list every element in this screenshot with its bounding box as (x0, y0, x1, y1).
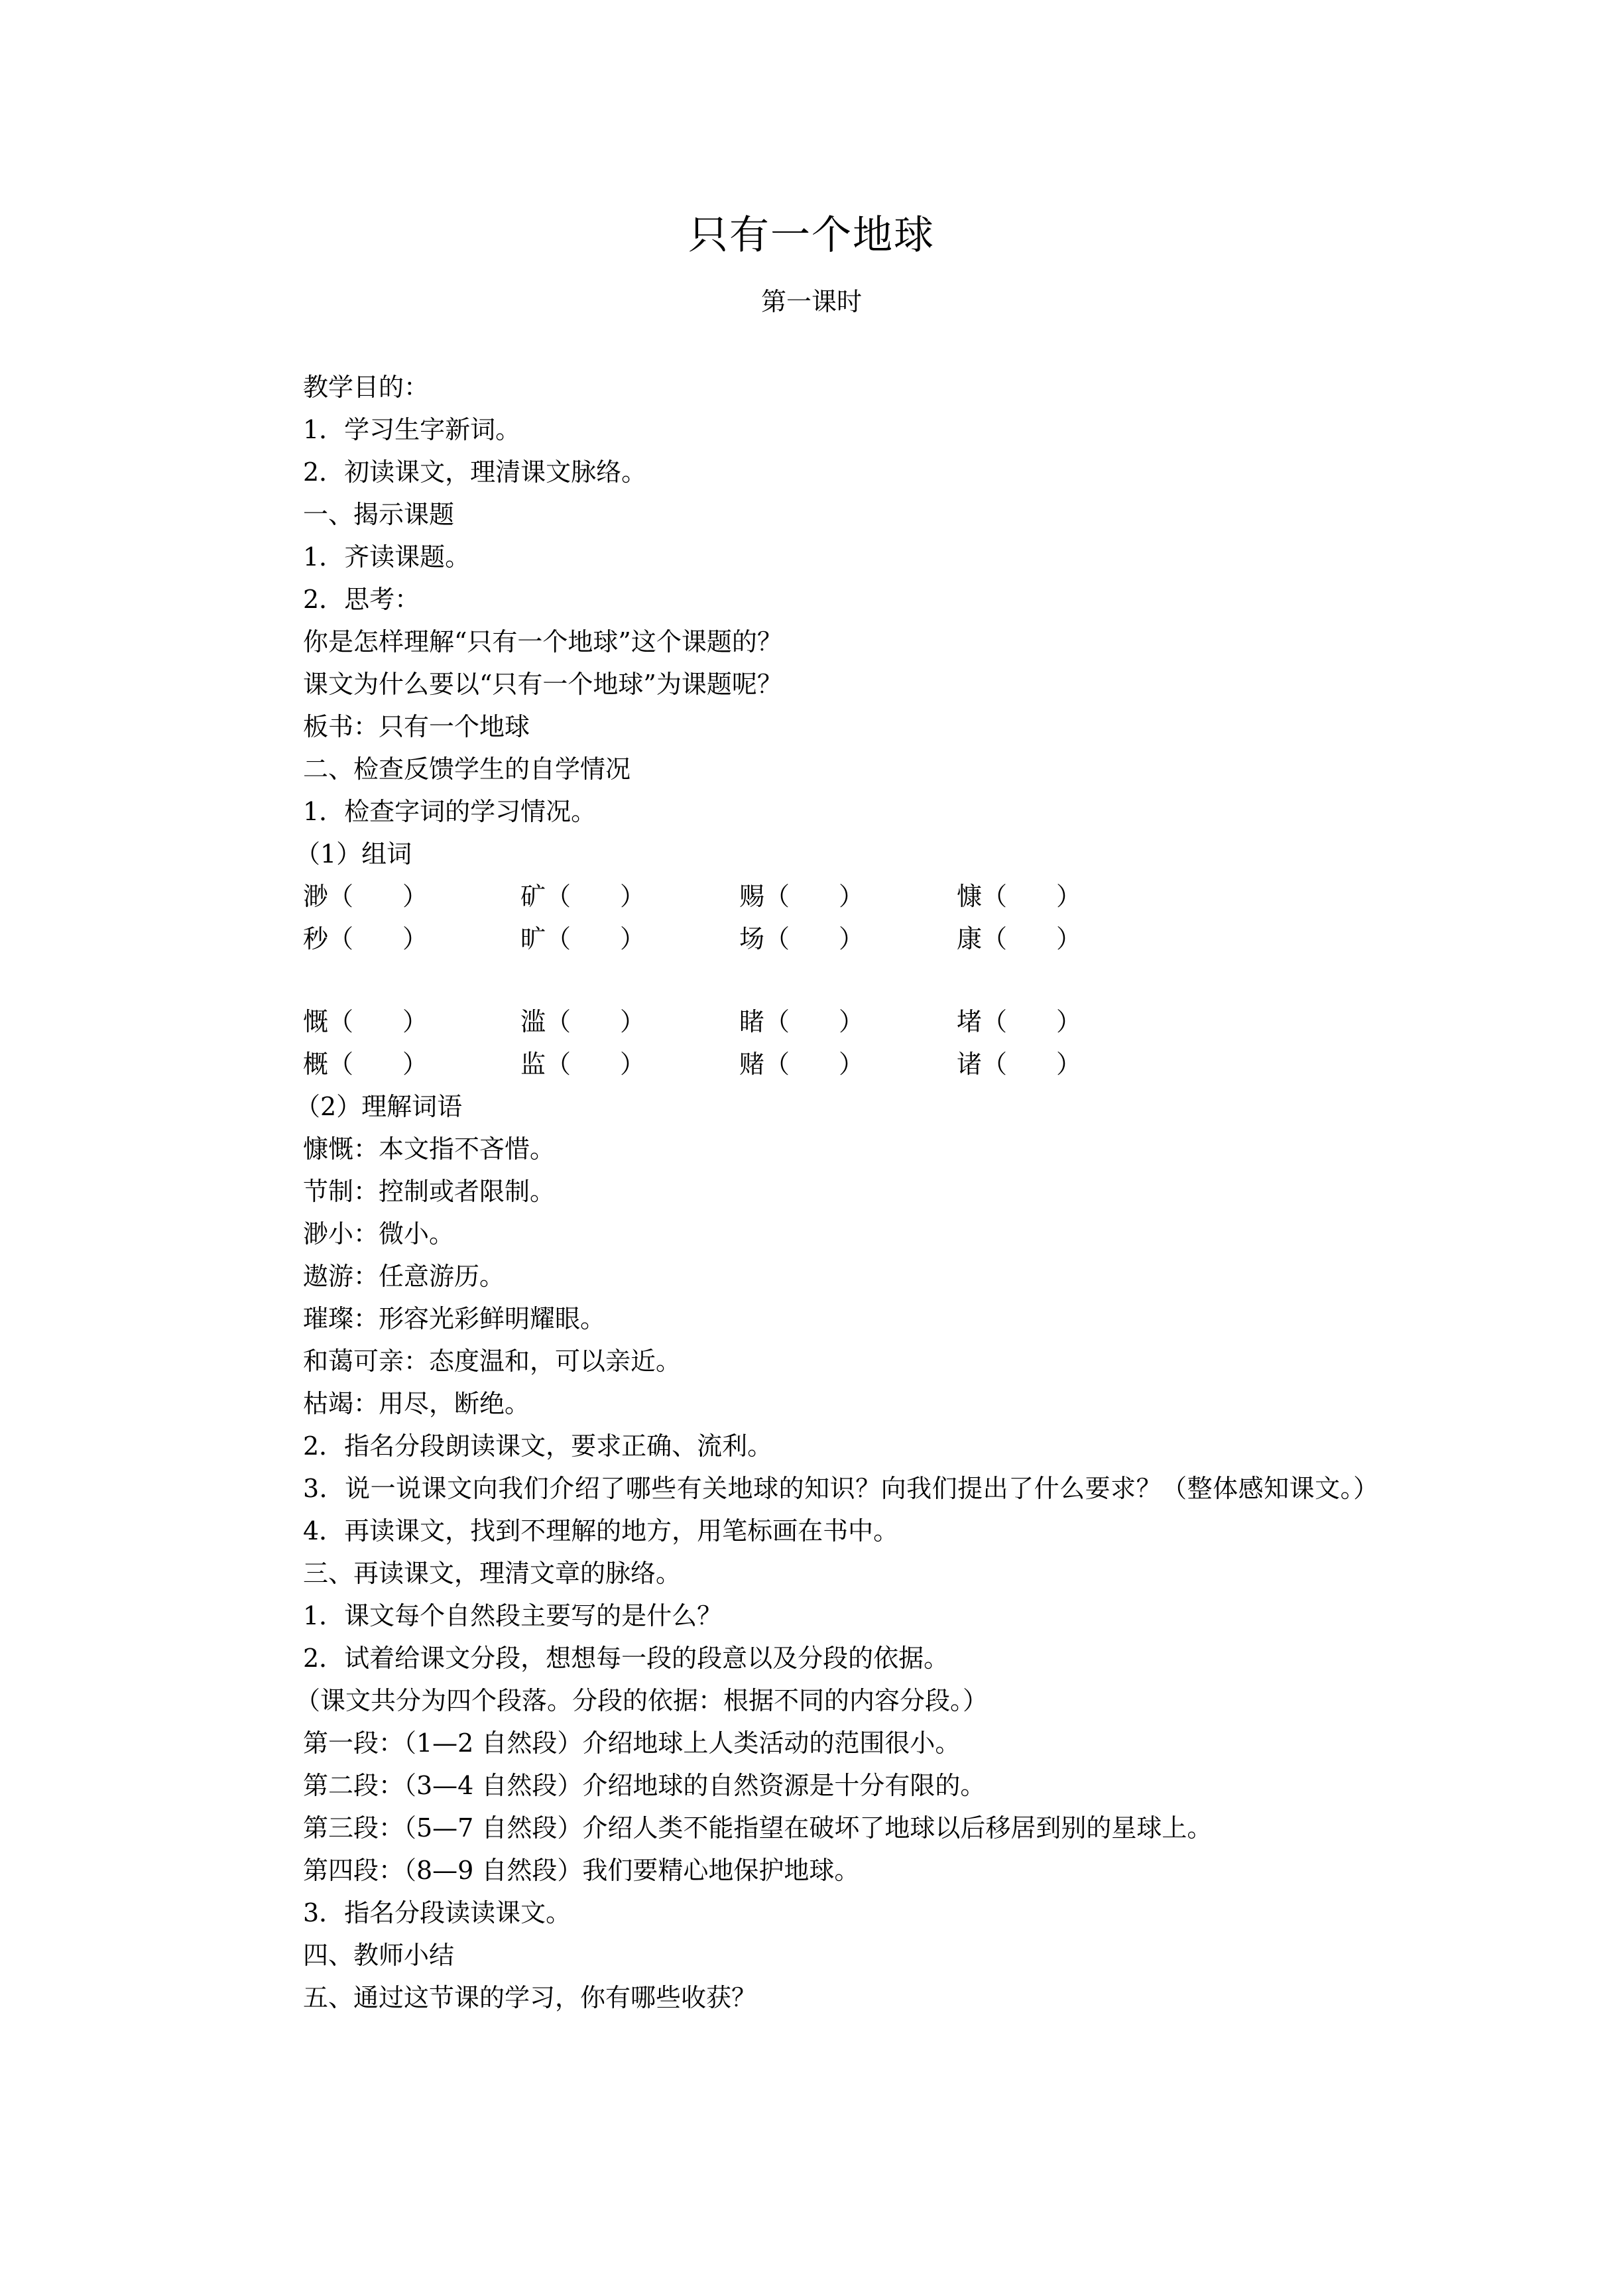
word-paren-close: ） (620, 882, 646, 911)
word-blank (957, 1043, 1081, 1085)
word-blank (739, 1043, 864, 1085)
word-paren-close: ） (620, 1050, 646, 1079)
word-paren-close: ） (1056, 882, 1082, 911)
word-blank (957, 875, 1081, 918)
section-heading: 四、教师小结 (303, 1941, 455, 1970)
word-group-2 (249, 1000, 1402, 1085)
word-row (249, 918, 1402, 960)
page-title: 只有一个地球 (688, 212, 935, 259)
word-char: 康（ (957, 924, 1008, 953)
word-paren-close: ） (402, 1050, 428, 1079)
section-line: 第二段：（3—4 自然段）介绍地球的自然资源是十分有限的。 (303, 1771, 986, 1800)
word-char: 场（ (739, 924, 790, 953)
word-char: 赌（ (739, 1050, 790, 1079)
word-char: 慷（ (957, 882, 1008, 911)
section-line: 3．指名分段读读课文。 (303, 1898, 571, 1927)
word-paren-close: ） (839, 882, 865, 911)
word-blank (303, 875, 428, 918)
word-char: 堵（ (957, 1007, 1008, 1036)
definition-line: 遨游：任意游历。 (303, 1262, 505, 1291)
word-paren-close: ） (402, 882, 428, 911)
word-blank (957, 918, 1081, 960)
section-line: 第三段：（5—7 自然段）介绍人类不能指望在破坏了地球以后移居到别的星球上。 (303, 1813, 1213, 1843)
section-line: 第一段：（1—2 自然段）介绍地球上人类活动的范围很小。 (303, 1728, 961, 1758)
word-char: 滥（ (520, 1007, 571, 1036)
word-paren-close: ） (1056, 1050, 1082, 1079)
section-line: 1．齐读课题。 (303, 542, 471, 572)
word-paren-close: ） (1056, 1007, 1082, 1036)
word-paren-close: ） (620, 924, 646, 953)
word-row (249, 875, 1402, 918)
word-char: 诸（ (957, 1050, 1008, 1079)
word-group-1 (249, 875, 1402, 960)
definition-line: 和蔼可亲：态度温和，可以亲近。 (303, 1347, 682, 1376)
section-line: 4．再读课文，找到不理解的地方，用笔标画在书中。 (303, 1516, 899, 1545)
word-blank (739, 918, 864, 960)
word-paren-close: ） (1056, 924, 1082, 953)
section-line: （课文共分为四个段落。分段的依据：根据不同的内容分段。） (295, 1686, 989, 1715)
word-paren-close: ） (839, 924, 865, 953)
word-blank (520, 1043, 645, 1085)
page-subtitle: 第一课时 (760, 287, 862, 316)
word-char: 慨（ (303, 1007, 354, 1036)
section-line: 板书：只有一个地球 (303, 712, 530, 741)
section-heading: 一、揭示课题 (303, 500, 455, 529)
section-heading: 三、再读课文，理清文章的脉络。 (303, 1559, 682, 1588)
word-char: 概（ (303, 1050, 354, 1079)
section-heading: 二、检查反馈学生的自学情况 (303, 755, 631, 784)
section-line: 课文为什么要以“只有一个地球”为课题呢？ (303, 670, 782, 699)
word-blank (739, 1000, 864, 1043)
definition-line: 节制：控制或者限制。 (303, 1177, 556, 1206)
word-paren-close: ） (402, 1007, 428, 1036)
definition-line: 璀璨：形容光彩鲜明耀眼。 (303, 1304, 606, 1333)
section-heading: 五、通过这节课的学习，你有哪些收获？ (303, 1983, 757, 2012)
word-char: 监（ (520, 1050, 571, 1079)
word-char: 旷（ (520, 924, 571, 953)
word-blank (520, 875, 645, 918)
section-line: 第四段：（8—9 自然段）我们要精心地保护地球。 (303, 1856, 860, 1885)
word-blank (957, 1000, 1081, 1043)
word-blank (303, 918, 428, 960)
word-blank (303, 1043, 428, 1085)
word-row (249, 1000, 1402, 1043)
section-line: 3．说一说课文向我们介绍了哪些有关地球的知识？向我们提出了什么要求？（整体感知课文。） (303, 1474, 1379, 1503)
section-line: 1．检查字词的学习情况。 (303, 797, 597, 826)
definition-line: 慷慨：本文指不吝惜。 (303, 1134, 556, 1164)
word-paren-close: ） (620, 1007, 646, 1036)
word-blank (739, 875, 864, 918)
word-blank (520, 918, 645, 960)
definition-line: 枯竭：用尽，断绝。 (303, 1389, 530, 1418)
word-char: 渺（ (303, 882, 354, 911)
objective-item: 2．初读课文，理清课文脉络。 (303, 457, 647, 487)
objective-item: 1．学习生字新词。 (303, 415, 521, 444)
section-line: 2．试着给课文分段，想想每一段的段意以及分段的依据。 (303, 1644, 949, 1673)
word-paren-close: ） (839, 1050, 865, 1079)
word-row (249, 1043, 1402, 1085)
subsection-heading: （2）理解词语 (295, 1092, 463, 1121)
objectives-heading: 教学目的： (303, 373, 430, 402)
section-line: 2．指名分段朗读课文，要求正确、流利。 (303, 1431, 773, 1461)
word-char: 矿（ (520, 882, 571, 911)
section-line: 2．思考： (303, 585, 420, 614)
document-body (249, 366, 1402, 2019)
definition-line: 渺小：微小。 (303, 1219, 455, 1248)
word-char: 睹（ (739, 1007, 790, 1036)
word-char: 赐（ (739, 882, 790, 911)
word-blank (520, 1000, 645, 1043)
subsection-heading: （1）组词 (295, 839, 412, 869)
word-char: 秒（ (303, 924, 354, 953)
word-blank (303, 1000, 428, 1043)
section-line: 你是怎样理解“只有一个地球”这个课题的？ (303, 627, 782, 656)
word-paren-close: ） (839, 1007, 865, 1036)
word-paren-close: ） (402, 924, 428, 953)
section-line: 1．课文每个自然段主要写的是什么？ (303, 1601, 723, 1630)
